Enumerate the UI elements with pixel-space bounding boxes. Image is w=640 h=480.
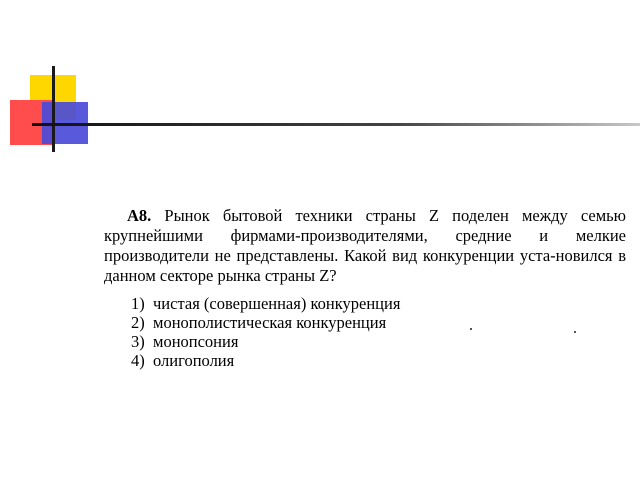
answer-option [131, 351, 626, 370]
answer-options [131, 294, 626, 370]
option-text: олигополия [153, 351, 235, 370]
question-block [104, 206, 626, 370]
answer-option [131, 332, 626, 351]
option-number: 1) [131, 294, 145, 313]
option-text: монополистическая конкуренция [153, 313, 387, 332]
option-text: чистая (совершенная) конкуренция [153, 294, 401, 313]
answer-option [131, 313, 626, 332]
ornament-horizontal-line [32, 123, 640, 126]
question-text [104, 206, 626, 286]
question-label: А8. [127, 206, 152, 225]
option-number: 2) [131, 313, 145, 332]
question-body: Рынок бытовой техники страны Z поделен между семью крупнейшими фирмами-производителями, средние и мелкие производители не представлены. Какой вид конкуренции уста-новился в данном секторе рынка страны Z? [104, 206, 626, 285]
option-text: монопсония [153, 332, 239, 351]
answer-option [131, 294, 626, 313]
ornament-vertical-line [52, 66, 55, 152]
option-number: 3) [131, 332, 145, 351]
option-number: 4) [131, 351, 145, 370]
